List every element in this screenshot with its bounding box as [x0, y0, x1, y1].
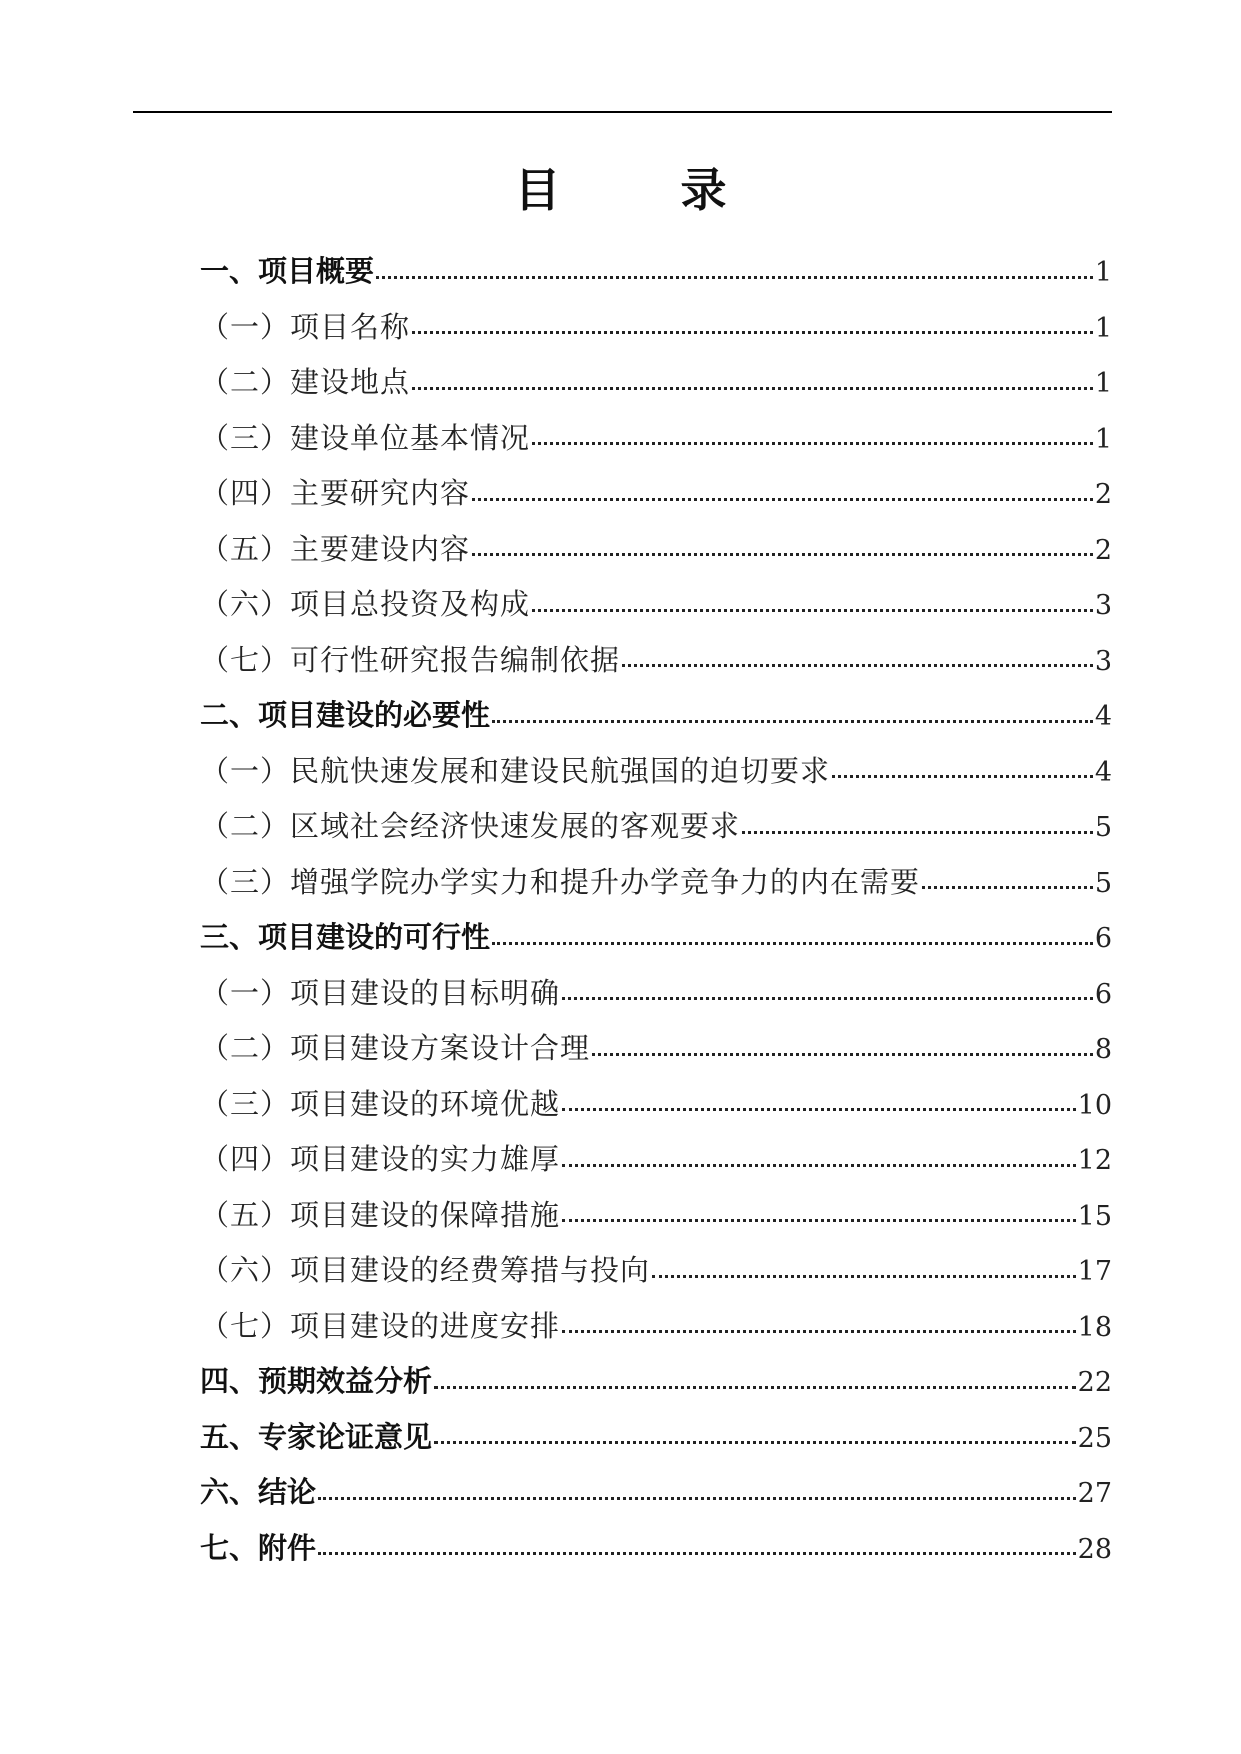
toc-page-number: 1 [1094, 423, 1112, 455]
toc-entry-label: 二、项目建设的必要性 [200, 698, 491, 732]
toc-section-entry[interactable] [200, 300, 1112, 356]
page-title [0, 160, 1241, 220]
toc-section-entry[interactable] [200, 633, 1112, 689]
header-rule [133, 111, 1112, 113]
toc-entry-label: （三）项目建设的环境优越 [200, 1086, 561, 1121]
toc-dot-leader [532, 590, 1093, 620]
toc-page-number: 4 [1094, 756, 1112, 788]
toc-entry-label: 六、结论 [200, 1475, 317, 1509]
toc-section-entry[interactable] [200, 1243, 1112, 1299]
toc-entry-label: （一）民航快速发展和建设民航强国的迫切要求 [200, 753, 831, 788]
toc-page-number: 28 [1077, 1533, 1112, 1565]
toc-entry-label: （四）主要研究内容 [200, 476, 471, 510]
toc-chapter-entry[interactable] [200, 1521, 1112, 1577]
toc-section-entry[interactable] [200, 1132, 1112, 1188]
toc-entry-label: 四、预期效益分析 [200, 1364, 433, 1398]
toc-dot-leader [492, 701, 1093, 731]
toc-dot-leader [318, 1533, 1076, 1563]
toc-chapter-entry[interactable] [200, 244, 1112, 300]
toc-entry-label: 七、附件 [200, 1530, 317, 1565]
toc-entry-label: （二）项目建设方案设计合理 [200, 1031, 591, 1065]
toc-dot-leader [472, 479, 1093, 509]
toc-page-number: 17 [1077, 1256, 1112, 1287]
toc-entry-label: （三）增强学院办学实力和提升办学竞争力的内在需要 [200, 864, 921, 899]
toc-dot-leader [832, 756, 1093, 786]
toc-page-number: 1 [1094, 312, 1112, 344]
toc-section-entry[interactable] [200, 466, 1112, 522]
toc-page-number: 8 [1094, 1034, 1112, 1065]
page-title-char-1: 目 [514, 163, 561, 217]
toc-entry-label: （一）项目名称 [200, 309, 411, 344]
toc-dot-leader [562, 978, 1093, 1008]
toc-dot-leader [562, 1089, 1076, 1119]
toc-page-number: 27 [1077, 1478, 1112, 1509]
toc-section-entry[interactable] [200, 855, 1112, 911]
toc-dot-leader [318, 1478, 1076, 1508]
toc-entry-label: 五、专家论证意见 [200, 1419, 433, 1454]
toc-section-entry[interactable] [200, 799, 1112, 855]
toc-section-entry[interactable] [200, 1188, 1112, 1244]
toc-dot-leader [652, 1256, 1076, 1286]
toc-page-number: 4 [1094, 701, 1112, 732]
toc-dot-leader [376, 257, 1093, 287]
toc-dot-leader [922, 867, 1093, 897]
toc-entry-label: （七）可行性研究报告编制依据 [200, 642, 621, 677]
toc-dot-leader [412, 368, 1093, 398]
toc-entry-label: （二）建设地点 [200, 365, 411, 399]
toc-page-number: 3 [1094, 590, 1112, 621]
toc-entry-label: 一、项目概要 [200, 254, 375, 288]
toc-dot-leader [622, 645, 1093, 675]
toc-entry-label: （五）项目建设的保障措施 [200, 1197, 561, 1232]
toc-page-number: 25 [1077, 1422, 1112, 1454]
toc-section-entry[interactable] [200, 1077, 1112, 1133]
toc-section-entry[interactable] [200, 522, 1112, 578]
toc-entry-label: （一）项目建设的目标明确 [200, 975, 561, 1010]
toc-entry-label: （四）项目建设的实力雄厚 [200, 1142, 561, 1176]
toc-dot-leader [434, 1422, 1076, 1452]
toc-section-entry[interactable] [200, 577, 1112, 633]
toc-page-number: 1 [1094, 368, 1112, 399]
toc-page-number: 6 [1094, 978, 1112, 1010]
toc-dot-leader [472, 534, 1093, 564]
toc-chapter-entry[interactable] [200, 688, 1112, 744]
toc-chapter-entry[interactable] [200, 910, 1112, 966]
toc-entry-label: （六）项目建设的经费筹措与投向 [200, 1253, 651, 1287]
toc-section-entry[interactable] [200, 355, 1112, 411]
toc-page-number: 5 [1094, 867, 1112, 899]
toc-page-number: 10 [1077, 1089, 1112, 1121]
toc-page-number: 22 [1077, 1367, 1112, 1398]
toc-page-number: 5 [1094, 812, 1112, 843]
page-title-char-2: 录 [680, 163, 727, 217]
toc-section-entry[interactable] [200, 1299, 1112, 1355]
toc-section-entry[interactable] [200, 744, 1112, 800]
table-of-contents [200, 244, 1112, 1576]
toc-page-number: 1 [1094, 257, 1112, 288]
toc-dot-leader [562, 1145, 1076, 1175]
toc-dot-leader [532, 423, 1093, 453]
toc-section-entry[interactable] [200, 1021, 1112, 1077]
toc-chapter-entry[interactable] [200, 1465, 1112, 1521]
toc-entry-label: （二）区域社会经济快速发展的客观要求 [200, 809, 741, 843]
toc-page-number: 12 [1077, 1145, 1112, 1176]
toc-page-number: 2 [1094, 479, 1112, 510]
toc-page-number: 15 [1077, 1200, 1112, 1232]
toc-entry-label: （三）建设单位基本情况 [200, 420, 531, 455]
toc-dot-leader [592, 1034, 1093, 1064]
toc-page-number: 6 [1094, 923, 1112, 954]
toc-chapter-entry[interactable] [200, 1410, 1112, 1466]
toc-entry-label: （五）主要建设内容 [200, 531, 471, 566]
toc-entry-label: （七）项目建设的进度安排 [200, 1308, 561, 1343]
toc-page-number: 3 [1094, 645, 1112, 677]
toc-dot-leader [562, 1200, 1076, 1230]
toc-dot-leader [492, 923, 1093, 953]
toc-chapter-entry[interactable] [200, 1354, 1112, 1410]
toc-section-entry[interactable] [200, 411, 1112, 467]
toc-entry-label: 三、项目建设的可行性 [200, 920, 491, 954]
toc-page-number: 2 [1094, 534, 1112, 566]
toc-entry-label: （六）项目总投资及构成 [200, 587, 531, 621]
toc-section-entry[interactable] [200, 966, 1112, 1022]
toc-page-number: 18 [1077, 1311, 1112, 1343]
toc-dot-leader [742, 812, 1093, 842]
toc-dot-leader [562, 1311, 1076, 1341]
toc-dot-leader [434, 1367, 1076, 1397]
toc-dot-leader [412, 312, 1093, 342]
